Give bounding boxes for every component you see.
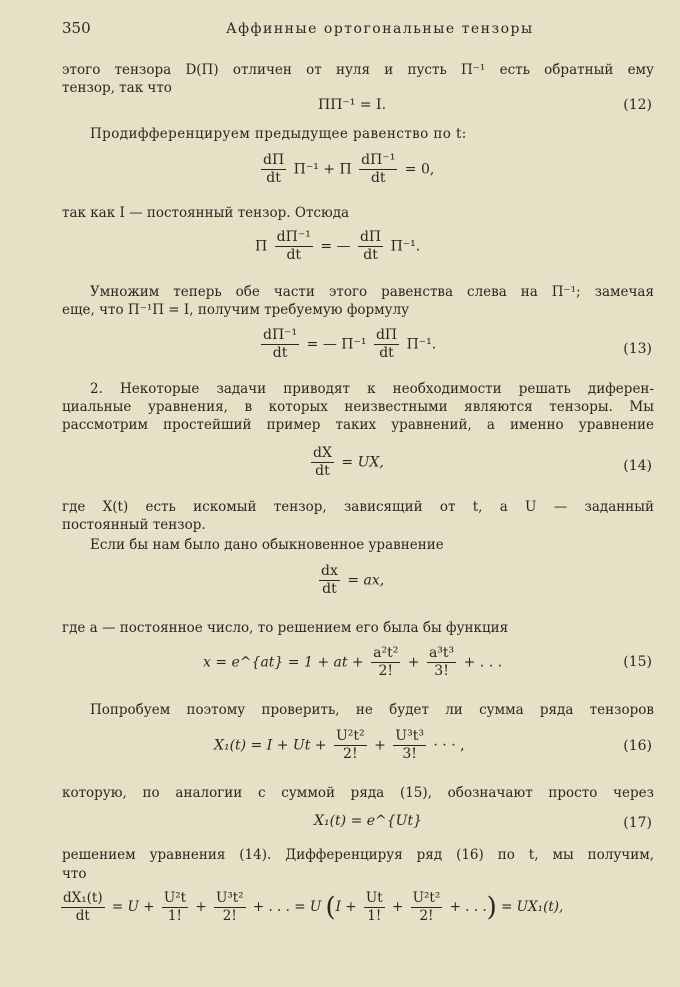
eq-b-den1: dt <box>286 247 302 263</box>
eq16-num1: U²t² <box>335 728 365 744</box>
eq16-plus: + <box>374 737 386 754</box>
eq-c-tail: = ax, <box>347 572 385 589</box>
eq15-num1: a²t² <box>373 645 399 661</box>
left-paren-glyph: ( <box>325 892 336 923</box>
eq15-plus: + <box>407 654 420 671</box>
eq16-tail: · · · , <box>433 737 465 754</box>
para1-line2: тензор, так что <box>62 80 172 96</box>
equation-17: X₁(t) = e^{Ut} <box>314 813 423 829</box>
equation-16 <box>214 728 465 763</box>
eq-d-num4: U²t² <box>412 890 441 906</box>
eq-a-num2: dП⁻¹ <box>361 152 396 168</box>
eq14-den: dt <box>315 463 330 479</box>
eq-d-p6: + . . . <box>449 899 487 915</box>
eq-b-den2: dt <box>363 247 378 263</box>
eq15-num2: a³t³ <box>428 645 455 661</box>
eq-a-den2: dt <box>370 170 386 186</box>
para6-line1: где X(t) есть искомый тензор, зависящий от t, а U — заданный <box>62 499 654 515</box>
eq-a-mid: П⁻¹ + П <box>293 161 352 178</box>
eq-c-num: dx <box>321 563 338 579</box>
eq14-tail: = UX, <box>341 454 384 471</box>
eq-d-den1: 1! <box>167 908 182 924</box>
equation-12: ПП⁻¹ = I. <box>318 97 387 113</box>
para5-line3: рассмотрим простейший пример таких уравнений, а именно уравнение <box>62 417 654 433</box>
equation-13-label: (13) <box>623 341 652 357</box>
para2-line1: Продифференцируем предыдущее равенство по t: <box>90 126 467 142</box>
para5-line2: циальные уравнения, в которых неизвестными являются тензоры. Мы <box>62 399 654 415</box>
eq16-den2: 3! <box>402 746 417 762</box>
para11-line2: что <box>62 866 87 882</box>
eq16-den1: 2! <box>343 746 358 762</box>
eq-d-p1: = U + <box>111 899 155 915</box>
eq15-den2: 3! <box>434 663 449 679</box>
para4-line1: Умножим теперь обе части этого равенства слева на П⁻¹; замечая <box>90 284 654 300</box>
eq-d-num0: dX₁(t) <box>63 890 103 906</box>
running-title: Аффинные ортогональные тензоры <box>226 21 534 37</box>
eq-d-den2: 2! <box>222 908 237 924</box>
eq-d-p3: + . . . = U <box>252 899 322 915</box>
eq-d-den4: 2! <box>419 908 434 924</box>
eq-c-den: dt <box>322 581 337 597</box>
eq-a-den1: dt <box>266 170 281 186</box>
eq15-tail: + . . . <box>463 654 503 671</box>
eq-b-num1: dП⁻¹ <box>276 229 311 245</box>
equation-ordinary <box>316 563 384 598</box>
eq-d-num3: Ut <box>365 890 383 906</box>
eq13-tail: П⁻¹. <box>406 336 437 353</box>
para3-line1: так как I — постоянный тензор. Отсюда <box>62 205 350 221</box>
equation-rearranged <box>255 229 420 264</box>
equation-17-label: (17) <box>623 815 652 831</box>
equation-15 <box>203 645 502 680</box>
equation-13 <box>258 327 436 362</box>
eq13-den2: dt <box>379 345 394 361</box>
eq-d-p4: I + <box>335 899 357 915</box>
para5-line1: 2. Некоторые задачи приводят к необходимости решать диферен- <box>90 381 654 397</box>
eq-d-p2: + <box>195 899 207 915</box>
equation-derivative <box>258 152 434 187</box>
page-number: 350 <box>62 19 91 37</box>
para1-line1: этого тензора D(П) отличен от нуля и пусть П⁻¹ есть обратный ему <box>62 62 654 78</box>
eq13-den1: dt <box>272 345 288 361</box>
right-paren-glyph: ) <box>486 892 497 923</box>
eq-b-lead: П <box>255 238 268 255</box>
para7-line1: Если бы нам было дано обыкновенное уравнение <box>90 537 444 553</box>
eq16-num2: U³t³ <box>395 728 424 744</box>
eq-a-tail: = 0, <box>404 161 435 178</box>
eq-d-den0: dt <box>75 908 90 924</box>
eq-d-num2: U³t² <box>215 890 244 906</box>
para6-line2: постоянный тензор. <box>62 517 206 533</box>
eq-b-tail: П⁻¹. <box>390 238 421 255</box>
equation-15-label: (15) <box>623 654 652 670</box>
eq-d-den3: 1! <box>367 908 382 924</box>
equation-14-label: (14) <box>623 458 652 474</box>
para4-line2: еще, что П⁻¹П = I, получим требуемую формулу <box>62 302 410 318</box>
para11-line1: решением уравнения (14). Дифференцируя ряд (16) по t, мы получим, <box>62 847 654 863</box>
para9-line1: Попробуем поэтому проверить, не будет ли сумма ряда тензоров <box>90 702 654 718</box>
eq15-den1: 2! <box>378 663 393 679</box>
eq-d-p5: + <box>392 899 404 915</box>
equation-14 <box>308 445 384 480</box>
eq-d-num1: U²t <box>163 890 187 906</box>
eq-d-tail: = UX₁(t), <box>501 899 564 915</box>
eq-a-num1: dП <box>263 152 285 168</box>
eq16-lead: X₁(t) = I + Ut + <box>214 737 327 754</box>
eq-b-mid: = — <box>320 238 351 255</box>
equation-series-derivative <box>58 890 563 925</box>
eq13-num2: dП <box>375 327 398 343</box>
eq-b-num2: dП <box>359 229 382 245</box>
eq15-lead: x = e^{at} = 1 + at + <box>203 654 364 671</box>
para8-line1: где a — постоянное число, то решением его была бы функция <box>62 620 509 636</box>
eq13-mid: = — П⁻¹ <box>306 336 367 353</box>
eq13-num1: dП⁻¹ <box>263 327 298 343</box>
equation-16-label: (16) <box>623 738 652 754</box>
eq14-num: dX <box>313 445 332 461</box>
para10-line1: которую, по аналогии с суммой ряда (15), обозначают просто через <box>62 785 654 801</box>
equation-12-label: (12) <box>623 97 652 113</box>
